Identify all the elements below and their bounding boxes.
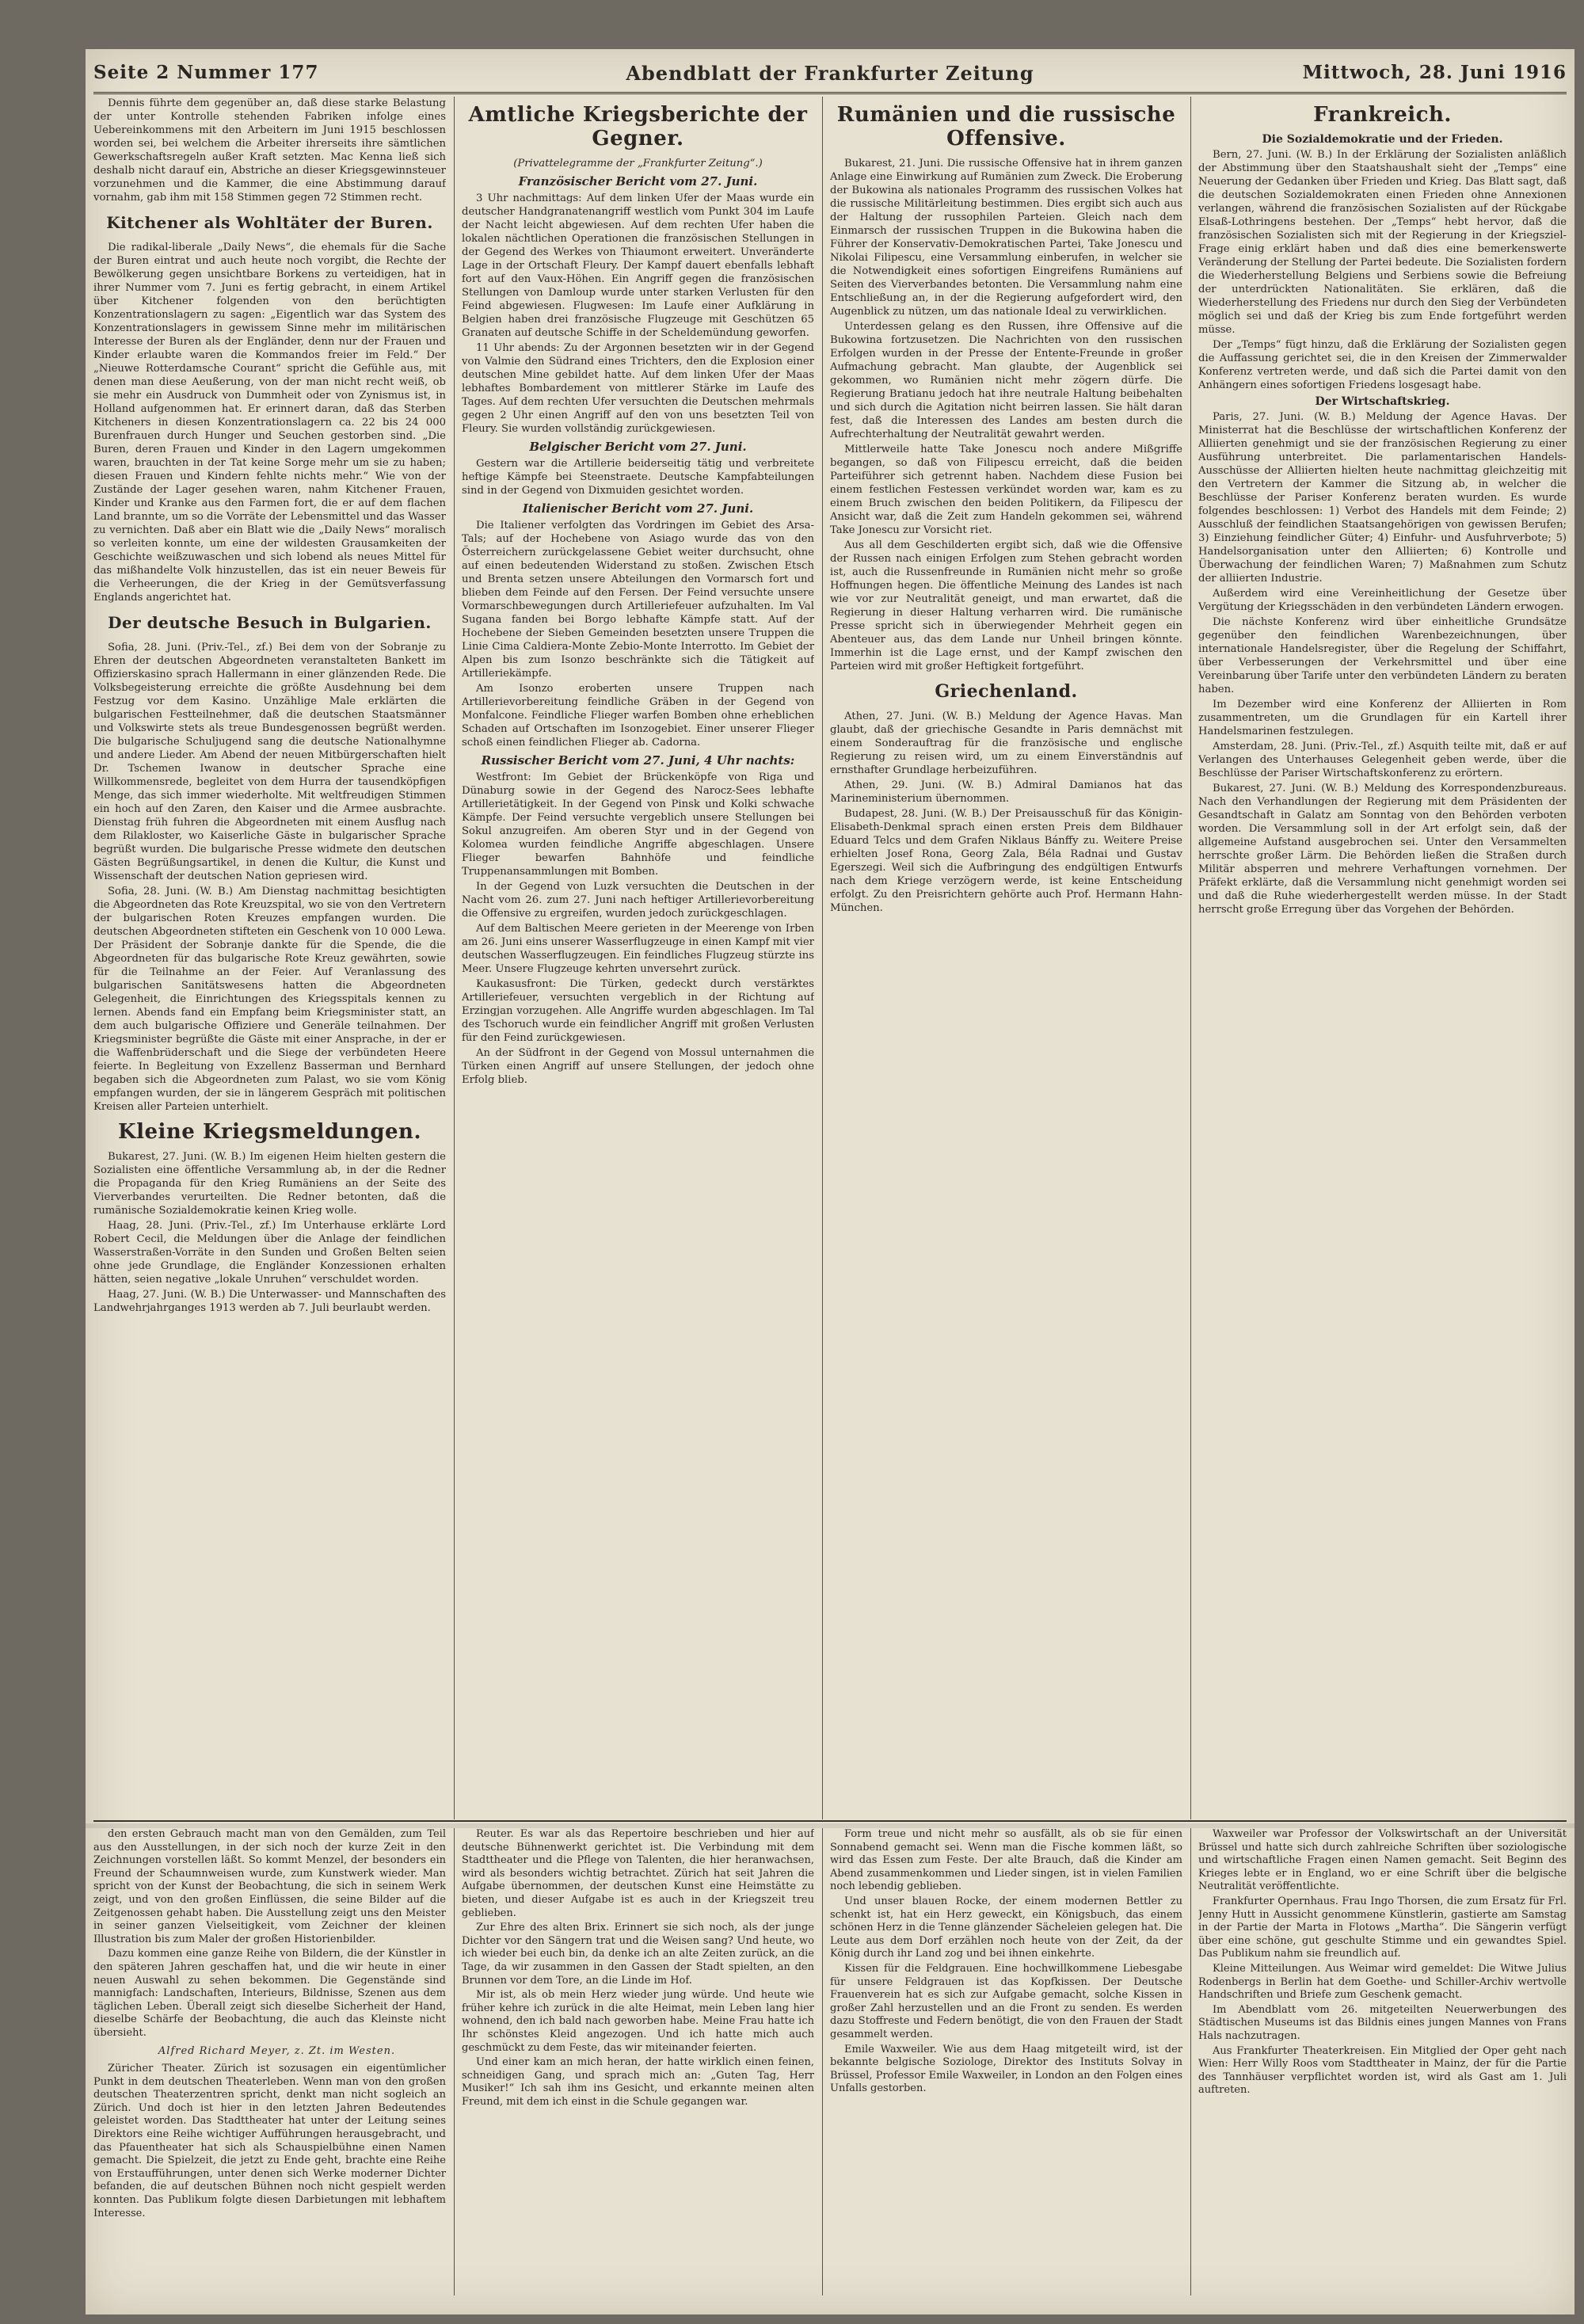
headline-kleine-kriegsmeldungen: Kleine Kriegsmeldungen. — [117, 1120, 421, 1144]
headline-frankreich: Frankreich. — [1313, 103, 1452, 127]
feuilleton-column-4 — [1198, 1828, 1567, 2295]
subhead-belgisch: Belgischer Bericht vom 27. Juni. — [529, 440, 747, 454]
article-text: Bern, 27. Juni. (W. B.) In der Erklärung der Sozialisten anläßlich der Abstimmung über den Staatshaushalt sieht der „Temps“ eine Neuerung der Gedanken über Frieden und Krieg. Das Blatt sagt, daß die deutschen Sozialdemokraten einen Frieden ohne Annexionen verlangen, während die französischen Sozialisten auf der Rückgabe Elsaß-Lothringens bestehen. Der „Temps“ hebt hervor, daß die französischen Sozialisten sich mit der Regierung in der Kriegsziel-Frage einig erklärt haben und daß dies eine bemerkenswerte Veränderung der Stellung der Partei bedeute. Die Sozialisten fordern die Wiederherstellung Belgiens und Serbiens sowie die Befreiung der unterdrückten Nationalitäten. Sie erklären, daß die Wiederherstellung des Friedens nur durch den Sieg der Verbündeten möglich sei und daß der Krieg bis zum Ende fortgeführt werden müsse. — [1198, 149, 1567, 336]
article-text: Und einer kam an mich heran, der hatte wirklich einen feinen, schneidigen Gang, und sprach mich an: „Guten Tag, Herr Musiker!“ Ich sah ihm ins Gesicht, und erkannte meinen alten Freund, mit dem ich einst in die Schule gegangen war. — [462, 2056, 814, 2108]
article-text: Am Isonzo eroberten unsere Truppen nach Artillerievorbereitung feindliche Gräben in der Gegend von Monfalcone. Feindliche Flieger warfen Bomben ohne erheblichen Schaden auf Ortschaften im Isonzogebiet. Einer unserer Flieger schoß einen feindlichen Flieger ab. Cadorna. — [462, 683, 814, 749]
feuilleton-divider — [93, 1820, 1567, 1824]
article-text: Außerdem wird eine Vereinheitlichung der Gesetze über Vergütung der Kriegsschäden in den verbündeten Ländern erwogen. — [1198, 588, 1567, 613]
column-divider — [1190, 1828, 1191, 2295]
article-text: Gestern war die Artillerie beiderseitig tätig und verbreitete heftige Kämpfe bei Steenstraete. Deutsche Kampfabteilungen sind in der Gegend von Dixmuiden gesichtet worden. — [462, 458, 814, 497]
article-text: Der „Temps“ fügt hinzu, daß die Erklärung der Sozialisten gegen die Auffassung gerichtet sei, die in den Kreisen der Zimmerwalder Konferenz vertreten werde, und daß sich die Partei damit von den Anhängern eines sofortigen Friedens losgesagt habe. — [1198, 339, 1567, 391]
article-text: Amsterdam, 28. Juni. (Priv.-Tel., zf.) Asquith teilte mit, daß er auf Verlangen des Unterhauses Gelegenheit geben werde, über die Beschlüsse der Pariser Wirtschaftskonferenz zu erörtern. — [1198, 741, 1567, 779]
article-text: Sofia, 28. Juni. (W. B.) Am Dienstag nachmittag besichtigten die Abgeordneten das Rote Kreuzspital, wo sie von den Vertretern der bulgarischen Roten Kreuzes empfangen wurden. Die deutschen Abgeordneten stifteten ein Geschenk von 10 000 Lewa. Der Präsident der Sobranje dankte für die Spende, die die Abgeordneten für das bulgarische Rote Kreuz gewährten, sowie für die Teilnahme an der Feier. Auf Veranlassung des bulgarischen Sanitätswesens hatten die Abgeordneten Gelegenheit, die Einrichtungen des Kriegsspitals kennen zu lernen. Abends fand ein Empfang beim Kriegsminister statt, an dem auch bulgarische Offiziere und Generäle teilnahmen. Der Kriegsminister begrüßte die Gäste mit einer Ansprache, in der er die Waffenbrüderschaft und die Siege der verbündeten Heere feierte. In Begleitung von Exzellenz Basserman und Bernhard begaben sich die Abgeordneten zum Palast, wo sie vom König empfangen wurden, der sie in längerem Gespräch mit politischen Kreisen aller Parteien unterhielt. — [93, 886, 446, 1113]
subhead-sozialdemokratie: Die Sozialdemokratie und der Frieden. — [1262, 133, 1503, 146]
article-text: 3 Uhr nachmittags: Auf dem linken Ufer der Maas wurde ein deutscher Handgranatenangriff westlich vom Punkt 304 im Laufe der Nacht leicht abgewiesen. Auf dem rechten Ufer haben die lokalen nächtlichen Operationen die französischen Stellungen in der Gegend des Werkes von Thiaumont erweitert. Unveränderte Lage in der Ortschaft Fleury. Der Kampf dauert ebenfalls lebhaft fort auf den Vaux-Höhen. Ein Angriff gegen die französischen Stellungen von Damloup wurde unter starken Verlusten für den Feind abgewiesen. Flugwesen: Im Laufe einer Aufklärung in Belgien haben drei französische Flugzeuge mit Geschützen 65 Granaten auf deutsche Schiffe in der Scheldemündung geworfen. — [462, 192, 814, 339]
article-text: Waxweiler war Professor der Volkswirtschaft an der Universität Brüssel und hatte sich durch zahlreiche Schriften über soziologische und wirtschaftliche Fragen einen Namen gemacht. Seit Beginn des Krieges lebte er in England, wo er eine Schrift über die belgische Neutralität veröffentlichte. — [1198, 1828, 1567, 1893]
column-divider — [822, 97, 823, 1819]
column-4 — [1198, 97, 1567, 1815]
article-text: Die Italiener verfolgten das Vordringen im Gebiet des Arsa-Tals; auf der Hochebene von Asiago wurde das von den Österreichern zurückgelassene Gebiet weiter durchsucht, ohne auf einen bedeutenden Widerstand zu stoßen. Zwischen Etsch und Brenta setzen unsere Abteilungen den Vormarsch fort und blieben dem Feinde auf den Fersen. Der Feind versuchte unsere Vormarschbewegungen durch Artilleriefeuer aufzuhalten. Im Val Sugana fanden bei Borgo lebhafte Kämpfe statt. Auf der Hochebene der Sieben Gemeinden besetzten unsere Truppen die Linie Cima Caldiera-Monte Zebio-Monte Interrotto. Im Gebiet der Alpen bis zum Isonzo beschränkte sich die Tätigkeit auf Artilleriekämpfe. — [462, 520, 814, 680]
article-text: Kissen für die Feldgrauen. Eine hochwillkommene Liebesgabe für unsere Feldgrauen ist das Kopfkissen. Der Deutsche Frauenverein hat es sich zur Aufgabe gemacht, solche Kissen in großer Zahl herzustellen und an die Front zu senden. Es werden dazu Stoffreste und Federn benötigt, die von den Frauen der Stadt gesammelt werden. — [830, 1962, 1182, 2040]
article-text: Zur Ehre des alten Brix. Erinnert sie sich noch, als der junge Dichter vor den Sängern trat und die Weisen sang? Und heute, wo ich wieder bei euch bin, da denke ich an alte Zeiten zurück, an die Tage, da wir zusammen in den Gassen der Stadt spielten, an den Brunnen vor dem Tore, an die Linde im Hof. — [462, 1922, 814, 1987]
article-text: An der Südfront in der Gegend von Mossul unternahmen die Türken einen Angriff auf unsere Stellungen, der jedoch ohne Erfolg blieb. — [462, 1047, 814, 1086]
article-text: Mittlerweile hatte Take Jonescu noch andere Mißgriffe begangen, so daß von Filipescu erreicht, daß die beiden Parteiführer sich getrennt haben. Nachdem diese Fusion bei einem festlichen Festessen verkündet worden war, kam es zu einem Bruch zwischen den beiden Politikern, da Filipescu der Ansicht war, daß die Zeit zum Handeln gekommen sei, während Take Jonescu zur Vorsicht riet. — [830, 444, 1182, 536]
article-text: Paris, 27. Juni. (W. B.) Meldung der Agence Havas. Der Ministerrat hat die Beschlüsse der wirtschaftlichen Konferenz der Alliierten genehmigt und sie der französischen Regierung zu einer Ausführung unterbreitet. Die parlamentarischen Handels-Ausschüsse der Alliierten hielten heute nachmittag gleichzeitig mit den Vertretern der Kammer die Sitzung ab, in welcher die Beschlüsse der Pariser Konferenz beraten wurden. Es wurde folgendes beschlossen: 1) Verbot des Handels mit dem Feinde; 2) Ausschluß der feindlichen Staatsangehörigen von gewissen Berufen; 3) Einziehung feindlicher Güter; 4) Einfuhr- und Ausfuhrverbote; 5) Handelsorganisation unter den Alliierten; 6) Kontrolle und Überwachung der feindlichen Waren; 7) Maßnahmen zum Schutz der alliierten Industrie. — [1198, 411, 1567, 585]
subhead-franzoesisch: Französischer Bericht vom 27. Juni. — [518, 174, 758, 189]
article-text: Form treue und nicht mehr so ausfällt, als ob sie für einen Sonnabend gemacht sei. Wenn man die Fische kommen läßt, so wird das Essen zum Feste. Der alte Brauch, daß die Kinder am Abend zusammenkommen und Lieder singen, ist in vielen Familien noch lebendig geblieben. — [830, 1828, 1182, 1893]
paper-title: Abendblatt der Frankfurter Zeitung — [626, 62, 1034, 85]
article-text: Kaukasusfront: Die Türken, gedeckt durch verstärktes Artilleriefeuer, versuchten vergeblich in der Richtung auf Erzingjan vorzugehen. Alle Angriffe wurden abgeschlagen. Im Tal des Tschoruch wurde ein feindlicher Angriff mit großen Verlusten für den Feind zurückgewiesen. — [462, 978, 814, 1044]
article-text: Westfront: Im Gebiet der Brückenköpfe von Riga und Dünaburg sowie in der Gegend des Narocz-Sees lebhafte Artillerietätigkeit. In der Gegend von Pinsk und Kolki schwache Kämpfe. Der Feind versuchte vergeblich unsere Stellungen bei Sokul anzugreifen. Am oberen Styr und in der Gegend von Kolomea wurden feindliche Angriffe abgeschlagen. Unsere Flieger bewarfen Bahnhöfe und feindliche Truppenansammlungen mit Bomben. — [462, 771, 814, 878]
article-text: Budapest, 28. Juni. (W. B.) Der Preisausschuß für das Königin-Elisabeth-Denkmal sprach einen ersten Preis dem Bildhauer Eduard Telcs und dem Grafen Niklaus Bánffy zu. Weitere Preise erhielten Josef Rona, Georg Zala, Béla Radnai und Gustav Egerszegi. Weil sich die Aufbringung des endgültigen Entwurfs nach dem Kriege verzögern werde, ist keine Entscheidung erfolgt. Zu den Preisrichtern gehörte auch Prof. Hermann Hahn-München. — [830, 808, 1182, 914]
feuilleton-column-2 — [462, 1828, 814, 2295]
subhead-wirtschaftskrieg: Der Wirtschaftskrieg. — [1315, 395, 1450, 408]
article-text: Dazu kommen eine ganze Reihe von Bildern, die der Künstler in den späteren Jahren geschaffen hat, und die wir heute in einer neuen Auswahl zu sehen bekommen. Die Gegenstände sind mannigfach: Landschaften, Interieurs, Bildnisse, Szenen aus dem täglichen Leben. Überall zeigt sich dieselbe Sicherheit der Hand, dieselbe Schärfe der Beobachtung, die auch das Kleinste nicht übersieht. — [93, 1948, 446, 2039]
headline-griechenland: Griechenland. — [935, 681, 1078, 702]
article-text: den ersten Gebrauch macht man von den Gemälden, zum Teil aus den Ausstellungen, in der sich noch der kurze Zeit in den Zeichnungen vorstellen läßt. So kommt Menzel, der besonders ein Freund der Schaumnweisen wurde, zum Kunstwerk wieder. Man spricht von der Kunst der Beobachtung, die sich in seinem Werk zeigt, und von den großen Einflüssen, die seine Bilder auf die Zeitgenossen gehabt haben. Die Ausstellung zeigt uns den Meister in seiner ganzen Vielseitigkeit, vom Zeichner der kleinen Illustration bis zum Maler der großen Historienbilder. — [93, 1828, 446, 1945]
article-text: Sofia, 28. Juni. (Priv.-Tel., zf.) Bei dem von der Sobranje zu Ehren der deutschen Abgeordneten veranstalteten Bankett im Offizierskasino sprach Hallermann in einer glänzenden Rede. Die Volksbegeisterung erreichte die größte Ausdehnung bei dem Festzug vor dem Kasino. Unzählige Male erklärten die bulgarischen Festteilnehmer, daß die deutschen Staatsmänner und Volkswirte stets als treue Bundesgenossen begrüßt werden. Die bulgarische Schuljugend sang die deutsche Nationalhymne und andere Lieder. Am Abend der neuen Mitbürgerschaften hielt Dr. Tschemen Iwanow in deutscher Sprache eine Willkommensrede, begleitet von dem Hurra der tausendköpfigen Menge, das sich immer wiederholte. Mit weltfreudigen Stimmen ein hoch auf den Zaren, den Kaiser und die Armee ausbrachte. Dienstag früh fuhren die Abgeordneten mit einem Ausflug nach dem Rilakloster, wo Kaiserliche Gäste in bulgarischer Sprache begrüßt wurden. Die bulgarische Presse widmete den deutschen Gästen Begrüßungsartikel, in denen die Kultur, die Kunst und Wissenschaft der deutschen Nation gepriesen wird. — [93, 642, 446, 882]
headline-kitchener: Kitchener als Wohltäter der Buren. — [106, 213, 433, 232]
article-text: Bukarest, 21. Juni. Die russische Offensive hat in ihrem ganzen Anlage eine Einwirkung auf Rumänien zum Zweck. Die Eroberung der Bukowina als nationales Programm des russischen Volkes hat die russische Militärleitung bestimmen. Dies ergibt sich auch aus der Haltung der russophilen Parteien. Gleich nach dem Einmarsch der russischen Truppen in die Bukowina haben die Führer der Konservativ-Demokratischen Partei, Take Jonescu und Nikolai Filipescu, eine Versammlung einberufen, in welcher sie die Notwendigkeit eines sofortigen Eingreifens Rumäniens auf Seiten des Vierverbandes betonten. Die Versammlung nahm eine Entschließung an, in der die Regierung aufgefordert wird, den Augenblick zu nützen, um das nationale Ideal zu verwirklichen. — [830, 158, 1182, 318]
article-text: Athen, 27. Juni. (W. B.) Meldung der Agence Havas. Man glaubt, daß der griechische Gesandte in Paris demnächst mit einem Sonderauftrag für die französische und englische Regierung zu reisen wird, um zu einem Einverständnis auf ernsthafter Grundlage herbeizuführen. — [830, 711, 1182, 776]
article-text: Bukarest, 27. Juni. (W. B.) Meldung des Korrespondenzbureaus. Nach den Verhandlungen der Regierung mit dem Präsidenten der Gesandtschaft in Galatz am Sonntag von den Behörden verboten worden. Die Versammlung soll in der Art erfolgt sein, daß der allgemeine Aufstand ausgebrochen sei. Unter den Versammelten herrschte großer Lärm. Die Behörden ließen die Straßen durch Militär absperren und mehrere Verhaftungen vornehmen. Der Präfekt erklärte, daß die Versammlung nicht genehmigt worden sei und daß die Ruhe wiederhergestellt werden müsse. In der Stadt herrscht große Erregung über das Vorgehen der Behörden. — [1198, 783, 1567, 916]
article-text: Züricher Theater. Zürich ist sozusagen ein eigentümlicher Punkt in dem deutschen Theaterleben. Wenn man von den großen deutschen Theaterzentren spricht, denkt man nicht sogleich an Zürich. Und doch ist hier in den letzten Jahren Bedeutendes geleistet worden. Das Stadttheater hat unter der Leitung seines Direktors eine Reihe wichtiger Aufführungen herausgebracht, und das Pfauentheater hat sich als Schauspielbühne einen Namen gemacht. Die Spielzeit, die jetzt zu Ende geht, brachte eine Reihe von Erstaufführungen, unter denen sich Werke moderner Dichter befanden, die auf deutschen Bühnen noch nicht gespielt werden konnten. Das Publikum folgte diesen Darbietungen mit lebhaftem Interesse. — [93, 2063, 446, 2219]
article-text: Haag, 27. Juni. (W. B.) Die Unterwasser- und Mannschaften des Landwehrjahrganges 1913 werden ab 7. Juli beurlaubt werden. — [93, 1289, 446, 1314]
article-text: Auf dem Baltischen Meere gerieten in der Meerenge von Irben am 26. Juni eins unserer Wasserflugzeuge in einen Kampf mit vier deutschen Wasserflugzeugen. Ein feindliches Flugzeug stürzte ins Meer. Unsere Flugzeuge kehrten unversehrt zurück. — [462, 923, 814, 975]
article-text: Aus Frankfurter Theaterkreisen. Ein Mitglied der Oper geht nach Wien: Herr Willy Roos vom Stadttheater in Mainz, der für die Partie des Tannhäuser verpflichtet worden ist, wird als Gast am 1. Juli auftreten. — [1198, 2044, 1567, 2097]
article-text: Die radikal-liberale „Daily News“, die ehemals für die Sache der Buren eintrat und auch heute noch vorgibt, die Rechte der Bewölkerung gegen unsichtbare Borkens zu verteidigen, hat in ihrer Nummer vom 7. Juni es fertig gebracht, in einem Artikel über Kitchener folgenden von den berüchtigten Konzentrationslagern zu sagen: „Eigentlich war das System des Konzentrationslagers in gewissem Sinne mehr im militärischen Interesse der Buren als der Engländer, denn nur der Frauen und Kinder erlaubte waren die Kommandos freier im Feld.“ Der „Nieuwe Rotterdamsche Courant“ spricht die Gefühle aus, mit denen man diese Aeußerung, von der man nicht recht weiß, ob sie mehr ein Ausdruck von Dummheit oder von Zynismus ist, in Holland aufgenommen hat. Er erinnert daran, daß das Sterben Kitcheners in diesen Konzentrationslagern ca. 22 bis 24 000 Burenfrauen durch Hunger und Seuchen gestorben sind. „Die Buren, deren Frauen und Kinder in den Lagern umgekommen waren, brauchten in der Tat keine Sorge mehr um sie zu haben; diesen Frauen und Kindern fehlte nichts mehr.“ Wie von der Zustände der Lager gesehen waren, nahm Kitchener Frauen, Kinder und Kranke aus den Farmen fort, die er auf dem flachen Land brannte, um so die Vorräte der Lebensmittel und das Wasser zu vernichten. Daß aber ein Blatt wie die „Daily News“ moralisch so verleiten konnte, um eine der wildesten Grausamkeiten der Geschichte weißzuwaschen und sich lobend als neues Mittel für das mißhandelte Volk hinzustellen, das ist ein neuer Beweis für die Verheerungen, die der Krieg in der Gemütsverfassung Englands angerichtet hat. — [93, 242, 446, 604]
feuilleton-column-3 — [830, 1828, 1182, 2295]
article-text: Kleine Mitteilungen. Aus Weimar wird gemeldet: Die Witwe Julius Rodenbergs in Berlin hat dem Goethe- und Schiller-Archiv wertvolle Handschriften und Briefe zum Geschenk gemacht. — [1198, 1962, 1567, 2002]
article-text: Im Abendblatt vom 26. mitgeteilten Neuerwerbungen des Städtischen Museums ist das Bildnis eines jungen Mannes von Frans Hals nachzutragen. — [1198, 2003, 1567, 2042]
headline-kriegsberichte: Amtliche Kriegsberichte der Gegner. — [468, 103, 808, 150]
article-text: Dennis führte dem gegenüber an, daß diese starke Belastung der unter Kontrolle stehenden Fabriken infolge eines Uebereinkommens mit den Arbeitern im Juni 1915 beschlossen worden sei, bei welchem die Arbeiter ihrerseits ihre sämtlichen Gewerkschaftsregeln außer Kraft setzten. Mac Kenna ließ sich deshalb nicht darauf ein, Abstriche an dieser Kriegsgewinnsteuer vorzunehmen und die Kammer, die eine Abstimmung darauf vornahm, gab ihm mit 158 Stimmen gegen 72 Stimmen recht. — [93, 97, 446, 204]
article-text: 11 Uhr abends: Zu der Argonnen besetzten wir in der Gegend von Valmie den Südrand eines Trichters, den die Explosion einer deutschen Mine gebildet hatte. Auf dem linken Ufer der Maas lebhaftes Bombardement von mittlerer Stärke im Laufe des Tages. Auf dem rechten Ufer versuchten die Deutschen mehrmals gegen 2 Uhr einen Angriff auf den von uns besetzten Teil von Fleury. Sie wurden vollständig zurückgewiesen. — [462, 342, 814, 435]
column-divider — [822, 1828, 823, 2295]
article-text: Frankfurter Opernhaus. Frau Ingo Thorsen, die zum Ersatz für Frl. Jenny Hutt in Aussicht genommene Künstlerin, gastierte am Samstag in der Partie der Marta in Flotows „Martha“. Die Sängerin verfügt über eine schöne, gut geschulte Stimme und ein gewandtes Spiel. Das Publikum nahm sie freundlich auf. — [1198, 1895, 1567, 1960]
column-divider — [454, 97, 455, 1819]
article-text: Unterdessen gelang es den Russen, ihre Offensive auf die Bukowina fortzusetzen. Die Nachrichten von den russischen Erfolgen wurden in der Presse der Entente-Freunde in großer Aufmachung gebracht. Man glaubte, der Augenblick sei gekommen, wo Rumänien nicht mehr zögern dürfe. Die Regierung Bratianu jedoch hat ihre neutrale Haltung beibehalten und sich durch die Agitation nicht beirren lassen. Sie hält daran fest, daß die Interessen des Landes am besten durch die Aufrechterhaltung der Neutralität gewahrt werden. — [830, 321, 1182, 440]
dateline-note: (Privattelegramme der „Frankfurter Zeitung“.) — [513, 158, 763, 170]
article-text: Und unser blauen Rocke, der einem modernen Bettler zu schenkt ist, hat ein Herz geweckt, ein Königsbuch, das einem schönen Herz in die Tenne glänzender Sächeleien gelegen hat. Die Leute aus dem Dorf erzählen noch heute von der Zeit, da der König durch ihr Land zog und bei ihnen einkehrte. — [830, 1895, 1182, 1960]
article-text: Aus all dem Geschilderten ergibt sich, daß wie die Offensive der Russen nach einigen Erfolgen zum Stehen gebracht worden ist, auch die Russenfreunde in Rumänien nicht mehr so große Hoffnungen hegen. Die öffentliche Meinung des Landes ist nach wie vor zur Neutralität geneigt, und man erwartet, daß die Regierung in dieser Haltung verharren wird. Die rumänische Presse spricht sich in überwiegender Mehrheit gegen ein Abenteuer aus, das dem Lande nur Unheil bringen könnte. Immerhin ist die Lage ernst, und der Kampf zwischen den Parteien wird mit großer Heftigkeit fortgeführt. — [830, 539, 1182, 672]
column-1 — [93, 97, 446, 1815]
newspaper-page — [86, 49, 1574, 2314]
article-text: In der Gegend von Luzk versuchten die Deutschen in der Nacht vom 26. zum 27. Juni nach heftiger Artillerievorbereitung die Offensive zu ergreifen, wurden jedoch zurückgeschlagen. — [462, 881, 814, 920]
headline-rumaenien: Rumänien und die russische Offensive. — [836, 103, 1176, 150]
subhead-russisch: Russischer Bericht vom 27. Juni, 4 Uhr nachts: — [481, 753, 795, 768]
article-text: Bukarest, 27. Juni. (W. B.) Im eigenen Heim hielten gestern die Sozialisten eine öffentliche Versammlung ab, in der die Redner die Propaganda für den Krieg Rumäniens an der Seite des Vierverbandes verurteilten. Die Redner betonten, daß die rumänische Sozialdemokratie keinen Krieg wolle. — [93, 1151, 446, 1217]
page-number: Seite 2 Nummer 177 — [93, 62, 319, 83]
issue-date: Mittwoch, 28. Juni 1916 — [1302, 62, 1567, 83]
author-signature: Alfred Richard Meyer, z. Zt. im Westen. — [158, 2044, 396, 2057]
feuilleton-column-1 — [93, 1828, 446, 2295]
column-2 — [462, 97, 814, 1815]
subhead-italienisch: Italienischer Bericht vom 27. Juni. — [522, 501, 754, 516]
article-text: Die nächste Konferenz wird über einheitliche Grundsätze gegenüber den feindlichen Warenbezeichnungen, über internationale Handelsregister, über die Regelung der Schiffahrt, über Verbesserungen der Verkehrsmittel und über eine Vereinbarung über Tarife unter den verbündeten Ländern zu beraten haben. — [1198, 616, 1567, 695]
headline-bulgarien: Der deutsche Besuch in Bulgarien. — [108, 613, 432, 632]
column-3 — [830, 97, 1182, 1815]
article-text: Haag, 28. Juni. (Priv.-Tel., zf.) Im Unterhause erklärte Lord Robert Cecil, die Meldungen über die Anlage der feindlichen Wasserstraßen-Vorräte in den Sunden und Großen Belten seien ohne jede Grundlage, die Engländer Konzessionen erhalten hätten, seien negative „lokale Unruhen“ verschuldet worden. — [93, 1220, 446, 1286]
article-text: Reuter. Es war als das Repertoire beschrieben und hier auf deutsche Bühnenwerkt gerichtet ist. Die Verbindung mit dem Stadttheater und die Pflege von Talenten, die hier heranwachsen, wird als besonders wichtig betrachtet. Zürich hat seit Jahren die Aufgabe übernommen, der deutschen Kunst eine Heimstätte zu bieten, und dieser Aufgabe ist es auch in der Kriegszeit treu geblieben. — [462, 1828, 814, 1919]
article-text: Im Dezember wird eine Konferenz der Alliierten in Rom zusammentreten, um die Grundlagen für ein Kartell ihrer Handelsmarinen festzulegen. — [1198, 699, 1567, 737]
page-header — [93, 57, 1567, 94]
article-text: Mir ist, als ob mein Herz wieder jung würde. Und heute wie früher kehre ich zurück in die alte Heimat, mein Leben lang hier wohnend, den ich bald nach geworben habe. Meine Frau hatte ich Ihr schönstes Kleid angezogen. Und ich hatte mich auch geschmückt zu dem Feste, das wir miteinander feierten. — [462, 1989, 814, 2054]
article-text: Emile Waxweiler. Wie aus dem Haag mitgeteilt wird, ist der bekannte belgische Soziologe, Direktor des Instituts Solvay in Brüssel, Professor Emile Waxweiler, in London an den Folgen eines Unfalls gestorben. — [830, 2043, 1182, 2095]
article-text: Athen, 29. Juni. (W. B.) Admiral Damianos hat das Marineministerium übernommen. — [830, 779, 1182, 805]
column-divider — [454, 1828, 455, 2295]
column-divider — [1190, 97, 1191, 1819]
